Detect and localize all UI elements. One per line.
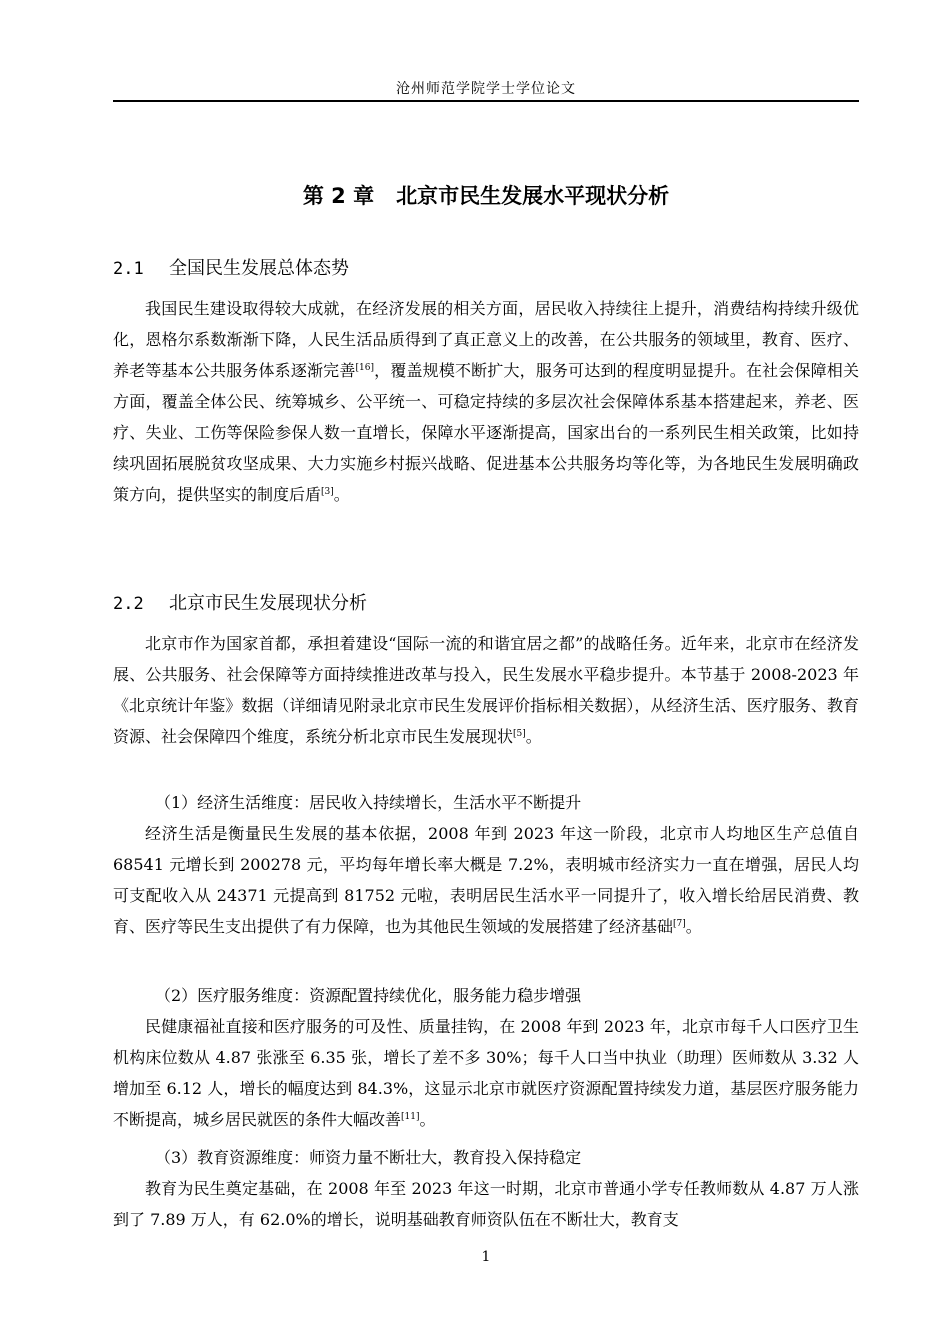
header-rule xyxy=(113,100,859,102)
citation: [16] xyxy=(355,363,374,373)
citation: [7] xyxy=(673,919,686,929)
paragraph-national-overview xyxy=(113,293,859,510)
page-number: 1 xyxy=(481,1249,491,1265)
paragraph-economic xyxy=(113,818,859,942)
section-heading-2-2 xyxy=(113,589,367,615)
paragraph-text: 教育为民生奠定基础，在 2008 年至 2023 年这一时期，北京市普通小学专任教师数从 4.87 万人涨到了 7.89 万人，有 62.0%的增长，说明基础教育师资队伍在不断壮大，教育支 xyxy=(113,1179,859,1229)
paragraph-text: 。 xyxy=(333,485,350,504)
paragraph-text: 。 xyxy=(419,1110,436,1129)
citation: [11] xyxy=(401,1112,420,1122)
paragraph-text: 。 xyxy=(685,917,702,936)
section-heading-2-1 xyxy=(113,254,349,280)
paragraph-text: ，覆盖规模不断扩大，服务可达到的程度明显提升。在社会保障相关方面，覆盖全体公民、统筹城乡、公平统一、可稳定持续的多层次社会保障体系基本搭建起来，养老、医疗、失业、工伤等保险参保人数一直增长，保障水平逐渐提高，国家出台的一系列民生相关政策，比如持续巩固拓展脱贫攻坚成果、大力实施乡村振兴战略、促进基本公共服务均等化等，为各地民生发展明确政策方向，提供坚实的制度后盾 xyxy=(113,361,859,504)
running-header: 沧州师范学院学士学位论文 xyxy=(396,81,576,97)
citation: [5] xyxy=(513,729,526,739)
section-number: 2.2 xyxy=(113,594,144,614)
paragraph-text: 我国民生建设取得较大成就，在经济发展的相关方面，居民收入持续往上提升，消费结构持续升级优化，恩格尔系数渐渐下降，人民生活品质得到了真正意义上的改善，在公共服务的领域里，教育、医疗、养老等基本公共服务体系逐渐完善 xyxy=(113,299,859,380)
paragraph-text: 。 xyxy=(525,727,542,746)
paragraph-medical xyxy=(113,1011,859,1135)
section-title: 北京市民生发展现状分析 xyxy=(169,593,367,614)
citation: [3] xyxy=(321,487,334,497)
paragraph-text: 民健康福祉直接和医疗服务的可及性、质量挂钩，在 2008 年到 2023 年，北京市每千人口医疗卫生机构床位数从 4.87 张涨至 6.35 张，增长了差不多 30%；每千人口当中执业（助理）医师数从 3.32 人增加至 6.12 人，增长的幅度达到 84.3%，这显示北京市就医疗资源配置持续发力道，基层医疗服务能力不断提高，城乡居民就医的条件大幅改善 xyxy=(113,1017,859,1129)
subheading-medical: （2）医疗服务维度：资源配置持续优化，服务能力稳步增强 xyxy=(155,986,582,1005)
subheading-education: （3）教育资源维度：师资力量不断壮大，教育投入保持稳定 xyxy=(155,1148,582,1167)
paragraph-beijing-intro xyxy=(113,628,859,752)
paragraph-text: 经济生活是衡量民生发展的基本依据，2008 年到 2023 年这一阶段，北京市人均地区生产总值自 68541 元增长到 200278 元，平均每年增长率大概是 7.2%，表明城市经济实力一直在增强，居民人均可支配收入从 24371 元提高到 81752 元啦，表明居民生活水平一同提升了，收入增长给居民消费、教育、医疗等民生支出提供了有力保障，也为其他民生领域的发展搭建了经济基础 xyxy=(113,824,859,936)
chapter-title-text: 北京市民生发展水平现状分析 xyxy=(396,184,670,208)
paragraph-text: 北京市作为国家首都，承担着建设“国际一流的和谐宜居之都”的战略任务。近年来，北京市在经济发展、公共服务、社会保障等方面持续推进改革与投入，民生发展水平稳步提升。本节基于 2008-2023 年《北京统计年鉴》数据（详细请见附录北京市民生发展评价指标相关数据），从经济生活、医疗服务、教育资源、社会保障四个维度，系统分析北京市民生发展现状 xyxy=(113,634,859,746)
section-title: 全国民生发展总体态势 xyxy=(169,258,349,279)
chapter-title xyxy=(113,180,859,210)
section-number: 2.1 xyxy=(113,259,144,279)
chapter-number: 第 2 章 xyxy=(302,184,375,208)
subheading-economic: （1）经济生活维度：居民收入持续增长，生活水平不断提升 xyxy=(155,793,582,812)
paragraph-education xyxy=(113,1173,859,1235)
